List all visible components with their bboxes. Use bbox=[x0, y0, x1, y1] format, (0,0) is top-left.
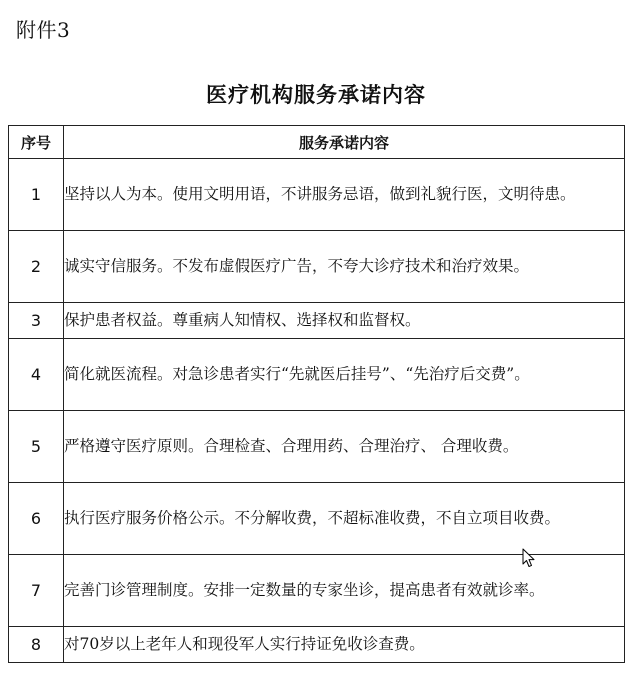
mouse-pointer-icon bbox=[522, 548, 536, 568]
row-number: 5 bbox=[9, 411, 64, 483]
header-number: 序号 bbox=[9, 126, 64, 159]
row-content: 诚实守信服务。不发布虚假医疗广告，不夸大诊疗技术和治疗效果。 bbox=[64, 231, 625, 303]
row-number: 8 bbox=[9, 627, 64, 663]
row-number: 1 bbox=[9, 159, 64, 231]
table-row bbox=[9, 483, 625, 555]
document-title: 医疗机构服务承诺内容 bbox=[206, 83, 426, 107]
row-number: 2 bbox=[9, 231, 64, 303]
row-content: 坚持以人为本。使用文明用语，不讲服务忌语，做到礼貌行医，文明待患。 bbox=[64, 159, 625, 231]
row-content: 简化就医流程。对急诊患者实行“先就医后挂号”、“先治疗后交费”。 bbox=[64, 339, 625, 411]
row-number: 3 bbox=[9, 303, 64, 339]
annex-label: 附件3 bbox=[16, 18, 71, 42]
service-commitment-table bbox=[8, 125, 625, 663]
row-number: 7 bbox=[9, 555, 64, 627]
row-content: 保护患者权益。尊重病人知情权、选择权和监督权。 bbox=[64, 303, 625, 339]
header-content: 服务承诺内容 bbox=[64, 126, 625, 159]
table-row bbox=[9, 303, 625, 339]
row-content: 完善门诊管理制度。安排一定数量的专家坐诊，提高患者有效就诊率。 bbox=[64, 555, 625, 627]
row-content: 严格遵守医疗原则。合理检查、合理用药、合理治疗、 合理收费。 bbox=[64, 411, 625, 483]
row-content: 执行医疗服务价格公示。不分解收费，不超标准收费，不自立项目收费。 bbox=[64, 483, 625, 555]
table-row bbox=[9, 627, 625, 663]
table-row bbox=[9, 339, 625, 411]
row-number: 4 bbox=[9, 339, 64, 411]
table-row bbox=[9, 159, 625, 231]
table-header-row bbox=[9, 126, 625, 159]
row-number: 6 bbox=[9, 483, 64, 555]
table-row bbox=[9, 411, 625, 483]
table-row bbox=[9, 231, 625, 303]
row-content: 对70岁以上老年人和现役军人实行持证免收诊查费。 bbox=[64, 627, 625, 663]
